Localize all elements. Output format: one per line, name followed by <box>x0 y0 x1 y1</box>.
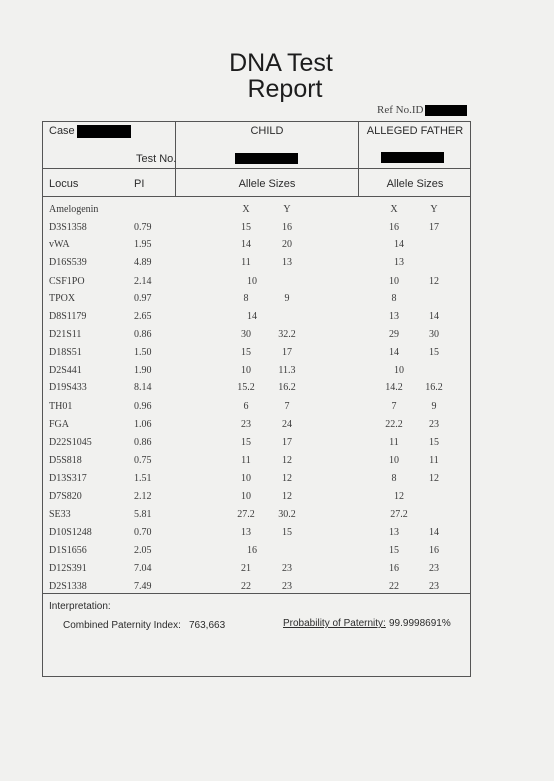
father-allele-1: 16 <box>389 222 399 233</box>
pi-cell: 2.05 <box>134 545 152 556</box>
father-allele-1: 13 <box>394 257 404 268</box>
header-divider-2 <box>42 196 471 197</box>
father-allele-1: 14 <box>394 239 404 250</box>
father-allele-2: 15 <box>429 437 439 448</box>
locus-cell: D2S1338 <box>49 581 87 592</box>
father-allele-1: 29 <box>389 329 399 340</box>
child-allele-1: X <box>242 204 250 215</box>
father-allele-1: 8 <box>391 473 397 484</box>
father-allele-1: 13 <box>389 527 399 538</box>
child-allele-2: 17 <box>282 437 292 448</box>
combined-paternity-index-value: 763,663 <box>189 620 226 631</box>
father-allele-1: 16 <box>389 563 399 574</box>
father-allele-2: 14 <box>429 527 439 538</box>
father-allele-1: 10 <box>389 276 399 287</box>
locus-cell: D18S51 <box>49 347 82 358</box>
table-row <box>0 347 554 365</box>
table-row <box>0 365 554 383</box>
child-allele-1: 11 <box>241 455 251 466</box>
father-allele-2: 11 <box>429 455 439 466</box>
father-allele-2: 30 <box>429 329 439 340</box>
locus-cell: D5S818 <box>49 455 82 466</box>
probability-of-paternity-label: Probability of Paternity: <box>283 618 386 629</box>
table-row <box>0 222 554 240</box>
father-allele-2: 16 <box>429 545 439 556</box>
father-allele-2: 12 <box>429 276 439 287</box>
ref-number-label: Ref No.ID <box>377 104 424 116</box>
table-row <box>0 329 554 347</box>
child-allele-2: 7 <box>284 401 290 412</box>
pi-cell: 0.97 <box>134 293 152 304</box>
locus-cell: vWA <box>49 239 70 250</box>
pi-cell: 1.06 <box>134 419 152 430</box>
probability-of-paternity-value: 99.9998691% <box>389 618 451 629</box>
child-allele-1: 15 <box>241 347 251 358</box>
table-row <box>0 401 554 419</box>
table-row <box>0 257 554 275</box>
child-allele-2: 9 <box>284 293 290 304</box>
locus-cell: D13S317 <box>49 473 87 484</box>
child-allele-1: 23 <box>241 419 251 430</box>
father-allele-1: 14.2 <box>385 382 403 393</box>
father-allele-1: 10 <box>394 365 404 376</box>
child-allele-1: 15 <box>241 437 251 448</box>
locus-cell: TH01 <box>49 401 73 412</box>
father-test-no-redaction <box>381 152 444 163</box>
pi-cell: 0.75 <box>134 455 152 466</box>
pi-cell: 0.79 <box>134 222 152 233</box>
father-allele-2: 12 <box>429 473 439 484</box>
table-row <box>0 276 554 294</box>
table-row <box>0 382 554 400</box>
table-row <box>0 311 554 329</box>
child-allele-1: 22 <box>241 581 251 592</box>
locus-cell: Amelogenin <box>49 204 99 215</box>
table-row <box>0 204 554 222</box>
father-allele-1: 12 <box>394 491 404 502</box>
table-row <box>0 563 554 581</box>
table-row <box>0 437 554 455</box>
father-allele-2: 23 <box>429 581 439 592</box>
locus-cell: D1S1656 <box>49 545 87 556</box>
father-allele-2: 9 <box>431 401 437 412</box>
father-allele-sizes-header: Allele Sizes <box>386 178 444 190</box>
child-allele-2: 16 <box>282 222 292 233</box>
table-row <box>0 419 554 437</box>
child-allele-sizes-header: Allele Sizes <box>238 178 296 190</box>
case-label: Case <box>49 125 75 137</box>
pi-cell: 8.14 <box>134 382 152 393</box>
father-allele-1: 7 <box>391 401 397 412</box>
locus-cell: D7S820 <box>49 491 82 502</box>
table-row <box>0 293 554 311</box>
child-allele-2: 20 <box>282 239 292 250</box>
locus-cell: SE33 <box>49 509 71 520</box>
child-allele-1: 10 <box>241 473 251 484</box>
header-divider-1 <box>42 168 471 169</box>
father-allele-2: 23 <box>429 419 439 430</box>
pi-cell: 1.50 <box>134 347 152 358</box>
child-allele-1: 14 <box>247 311 257 322</box>
father-allele-2: 16.2 <box>425 382 443 393</box>
table-row <box>0 473 554 491</box>
combined-paternity-index-label: Combined Paternity Index: <box>63 620 181 631</box>
table-row <box>0 455 554 473</box>
table-row <box>0 239 554 257</box>
pi-cell: 1.95 <box>134 239 152 250</box>
child-allele-1: 13 <box>241 527 251 538</box>
father-allele-2: 23 <box>429 563 439 574</box>
child-test-no-redaction <box>235 153 298 164</box>
locus-cell: D10S1248 <box>49 527 92 538</box>
child-allele-1: 8 <box>243 293 249 304</box>
child-allele-2: 24 <box>282 419 292 430</box>
pi-cell: 2.12 <box>134 491 152 502</box>
pi-cell: 2.65 <box>134 311 152 322</box>
pi-cell: 4.89 <box>134 257 152 268</box>
locus-cell: D19S433 <box>49 382 87 393</box>
report-title-line1: DNA Test <box>229 49 333 77</box>
child-allele-2: 15 <box>282 527 292 538</box>
child-allele-2: 16.2 <box>278 382 296 393</box>
locus-cell: D22S1045 <box>49 437 92 448</box>
pi-cell: 0.96 <box>134 401 152 412</box>
child-allele-2: 17 <box>282 347 292 358</box>
child-allele-1: 10 <box>247 276 257 287</box>
locus-cell: TPOX <box>49 293 76 304</box>
father-allele-1: 15 <box>389 545 399 556</box>
interpretation-label: Interpretation: <box>49 601 111 612</box>
child-allele-2: 13 <box>282 257 292 268</box>
child-allele-1: 15 <box>241 222 251 233</box>
father-allele-1: 11 <box>389 437 399 448</box>
locus-cell: D12S391 <box>49 563 87 574</box>
locus-cell: D2S441 <box>49 365 82 376</box>
table-row <box>0 491 554 509</box>
father-allele-2: 14 <box>429 311 439 322</box>
pi-cell: 1.90 <box>134 365 152 376</box>
locus-cell: D16S539 <box>49 257 87 268</box>
father-allele-1: 8 <box>391 293 397 304</box>
father-allele-1: 13 <box>389 311 399 322</box>
locus-header: Locus <box>49 178 79 190</box>
table-row <box>0 527 554 545</box>
alleged-father-header: ALLEGED FATHER <box>366 125 464 137</box>
child-allele-1: 6 <box>243 401 249 412</box>
father-allele-1: X <box>390 204 398 215</box>
child-allele-1: 21 <box>241 563 251 574</box>
pi-cell: 0.70 <box>134 527 152 538</box>
father-allele-1: 22.2 <box>385 419 403 430</box>
father-allele-1: 10 <box>389 455 399 466</box>
child-allele-2: 23 <box>282 581 292 592</box>
child-allele-2: 12 <box>282 473 292 484</box>
locus-cell: D21S11 <box>49 329 82 340</box>
father-allele-2: Y <box>430 204 438 215</box>
locus-cell: FGA <box>49 419 70 430</box>
pi-cell: 1.51 <box>134 473 152 484</box>
child-allele-1: 15.2 <box>237 382 255 393</box>
child-allele-2: 12 <box>282 455 292 466</box>
child-allele-1: 10 <box>241 491 251 502</box>
child-allele-2: 12 <box>282 491 292 502</box>
table-row <box>0 509 554 527</box>
child-allele-2: 11.3 <box>278 365 296 376</box>
pi-header: PI <box>134 178 145 190</box>
child-allele-2: 23 <box>282 563 292 574</box>
child-allele-1: 11 <box>241 257 251 268</box>
child-allele-1: 14 <box>241 239 251 250</box>
father-allele-1: 14 <box>389 347 399 358</box>
table-row <box>0 581 554 599</box>
pi-cell: 5.81 <box>134 509 152 520</box>
child-allele-2: Y <box>283 204 291 215</box>
child-header: CHILD <box>250 125 284 137</box>
child-allele-2: 32.2 <box>278 329 296 340</box>
child-allele-1: 27.2 <box>237 509 255 520</box>
pi-cell: 0.86 <box>134 329 152 340</box>
father-allele-2: 17 <box>429 222 439 233</box>
pi-cell: 0.86 <box>134 437 152 448</box>
child-allele-2: 30.2 <box>278 509 296 520</box>
child-allele-1: 16 <box>247 545 257 556</box>
pi-cell: 2.14 <box>134 276 152 287</box>
pi-cell: 7.04 <box>134 563 152 574</box>
father-allele-1: 22 <box>389 581 399 592</box>
father-allele-2: 15 <box>429 347 439 358</box>
child-allele-1: 10 <box>241 365 251 376</box>
case-redaction <box>77 125 131 138</box>
child-allele-1: 30 <box>241 329 251 340</box>
pi-cell: 7.49 <box>134 581 152 592</box>
locus-cell: D8S1179 <box>49 311 87 322</box>
ref-number-redaction <box>425 105 467 116</box>
father-allele-1: 27.2 <box>390 509 408 520</box>
locus-cell: D3S1358 <box>49 222 87 233</box>
test-no-label: Test No. <box>136 153 177 165</box>
locus-cell: CSF1PO <box>49 276 85 287</box>
report-title-line2: Report <box>247 75 323 103</box>
table-row <box>0 545 554 563</box>
